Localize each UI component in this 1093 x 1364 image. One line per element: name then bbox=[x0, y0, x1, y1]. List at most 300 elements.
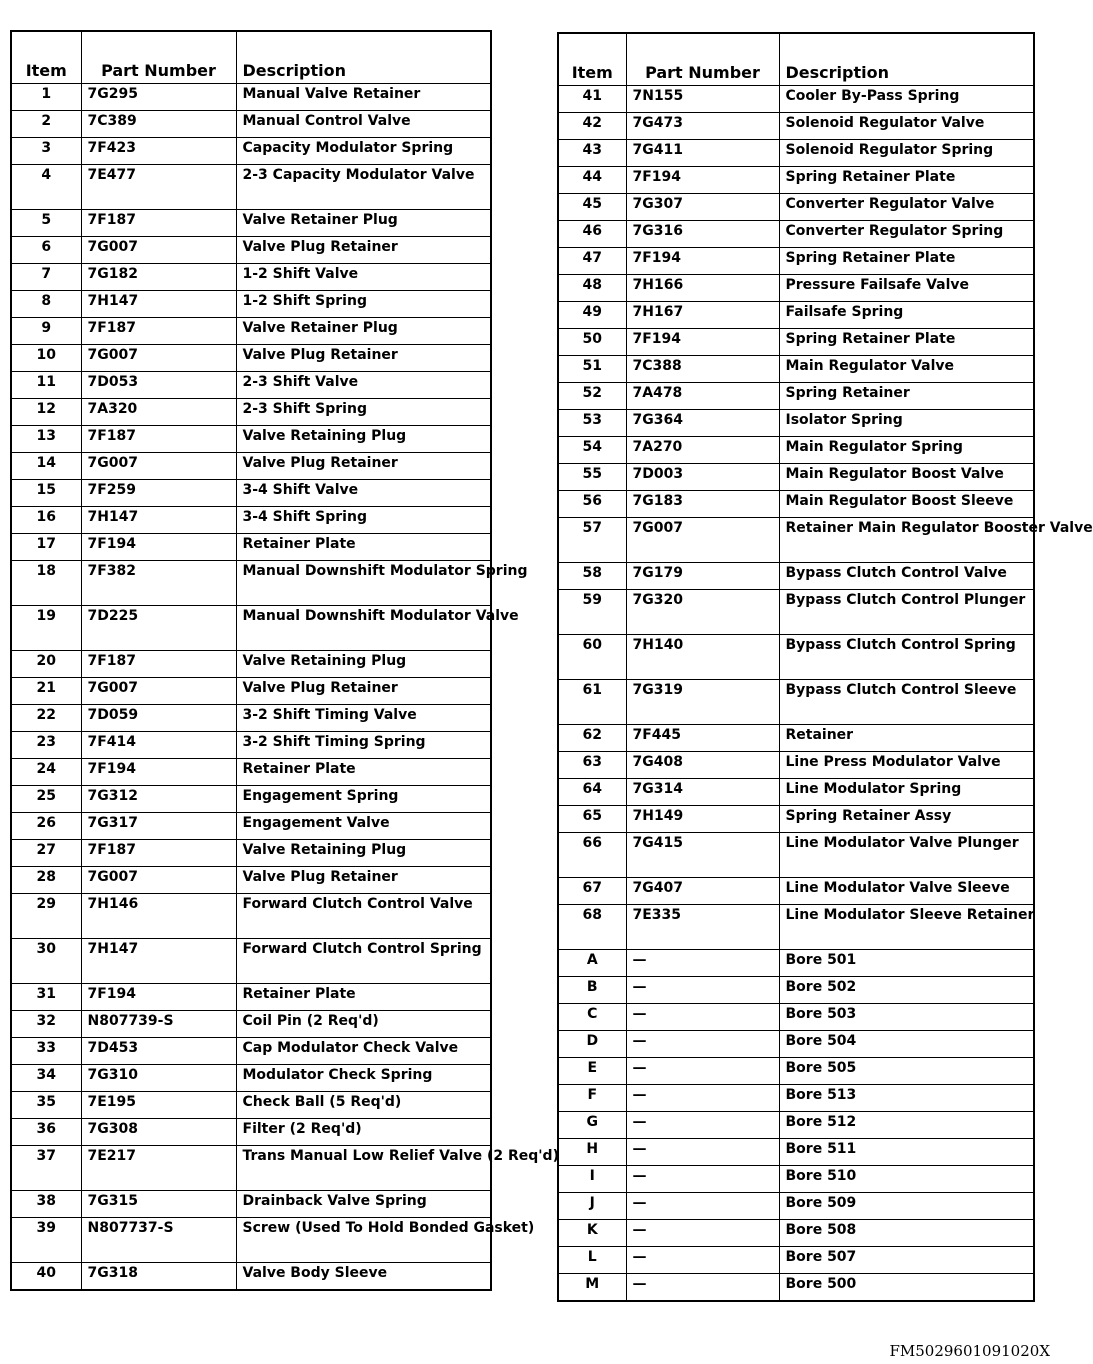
table-row bbox=[558, 86, 1034, 113]
part-number-cell: 7F187 bbox=[81, 651, 236, 678]
description-cell: Coil Pin (2 Req'd) bbox=[236, 1011, 491, 1038]
table-row bbox=[558, 1247, 1034, 1274]
part-number-cell: 7C389 bbox=[81, 111, 236, 138]
item-number-cell: 4 bbox=[11, 165, 81, 210]
description-cell: Trans Manual Low Relief Valve (2 Req'd) bbox=[236, 1146, 491, 1191]
item-number-cell: E bbox=[558, 1058, 626, 1085]
table-row bbox=[11, 1263, 491, 1291]
part-number-cell: 7F187 bbox=[81, 318, 236, 345]
description-cell: Bypass Clutch Control Spring bbox=[779, 635, 1034, 680]
table-row bbox=[558, 878, 1034, 905]
table-row bbox=[11, 786, 491, 813]
item-number-cell: 47 bbox=[558, 248, 626, 275]
part-number-cell: 7G007 bbox=[81, 678, 236, 705]
table-row bbox=[558, 779, 1034, 806]
item-number-cell: 49 bbox=[558, 302, 626, 329]
table-row bbox=[11, 678, 491, 705]
table-row bbox=[558, 221, 1034, 248]
item-number-cell: 29 bbox=[11, 894, 81, 939]
description-cell: Screw (Used To Hold Bonded Gasket) bbox=[236, 1218, 491, 1263]
item-number-cell: 13 bbox=[11, 426, 81, 453]
description-cell: 1-2 Shift Valve bbox=[236, 264, 491, 291]
description-cell: Modulator Check Spring bbox=[236, 1065, 491, 1092]
part-number-cell: — bbox=[626, 1247, 779, 1274]
part-number-cell: 7D453 bbox=[81, 1038, 236, 1065]
description-cell: Retainer Plate bbox=[236, 534, 491, 561]
table-row bbox=[558, 1139, 1034, 1166]
table-row bbox=[11, 507, 491, 534]
part-number-cell: 7F259 bbox=[81, 480, 236, 507]
item-number-cell: 25 bbox=[11, 786, 81, 813]
description-cell: Valve Plug Retainer bbox=[236, 345, 491, 372]
item-number-cell: 68 bbox=[558, 905, 626, 950]
description-cell: Bypass Clutch Control Sleeve bbox=[779, 680, 1034, 725]
description-cell: Valve Plug Retainer bbox=[236, 678, 491, 705]
table-row bbox=[558, 464, 1034, 491]
table-row bbox=[11, 291, 491, 318]
part-number-cell: 7G314 bbox=[626, 779, 779, 806]
header-description: Description bbox=[779, 33, 1034, 86]
part-number-cell: 7G316 bbox=[626, 221, 779, 248]
table-row bbox=[11, 759, 491, 786]
table-row bbox=[11, 453, 491, 480]
description-cell: Valve Plug Retainer bbox=[236, 453, 491, 480]
item-number-cell: B bbox=[558, 977, 626, 1004]
item-number-cell: 41 bbox=[558, 86, 626, 113]
table-row bbox=[11, 651, 491, 678]
table-row bbox=[558, 437, 1034, 464]
item-number-cell: 1 bbox=[11, 84, 81, 111]
description-cell: Main Regulator Valve bbox=[779, 356, 1034, 383]
item-number-cell: K bbox=[558, 1220, 626, 1247]
description-cell: 2-3 Shift Valve bbox=[236, 372, 491, 399]
description-cell: Main Regulator Spring bbox=[779, 437, 1034, 464]
item-number-cell: 6 bbox=[11, 237, 81, 264]
table-row bbox=[558, 194, 1034, 221]
item-number-cell: 24 bbox=[11, 759, 81, 786]
description-cell: Retainer Plate bbox=[236, 984, 491, 1011]
description-cell: Bore 508 bbox=[779, 1220, 1034, 1247]
part-number-cell: 7F382 bbox=[81, 561, 236, 606]
part-number-cell: 7D225 bbox=[81, 606, 236, 651]
item-number-cell: 56 bbox=[558, 491, 626, 518]
table-row bbox=[11, 1038, 491, 1065]
description-cell: Valve Retaining Plug bbox=[236, 840, 491, 867]
table-row bbox=[11, 561, 491, 606]
part-number-cell: 7H146 bbox=[81, 894, 236, 939]
part-number-cell: 7G295 bbox=[81, 84, 236, 111]
description-cell: Bore 502 bbox=[779, 977, 1034, 1004]
part-number-cell: 7F194 bbox=[81, 759, 236, 786]
description-cell: Line Press Modulator Valve bbox=[779, 752, 1034, 779]
table-row bbox=[558, 1220, 1034, 1247]
description-cell: Engagement Valve bbox=[236, 813, 491, 840]
part-number-cell: 7F414 bbox=[81, 732, 236, 759]
part-number-cell: 7F194 bbox=[626, 248, 779, 275]
table-row bbox=[558, 950, 1034, 977]
item-number-cell: F bbox=[558, 1085, 626, 1112]
item-number-cell: 14 bbox=[11, 453, 81, 480]
part-number-cell: 7F187 bbox=[81, 426, 236, 453]
item-number-cell: 57 bbox=[558, 518, 626, 563]
part-number-cell: 7G408 bbox=[626, 752, 779, 779]
part-number-cell: 7F194 bbox=[626, 167, 779, 194]
item-number-cell: 55 bbox=[558, 464, 626, 491]
part-number-cell: — bbox=[626, 1193, 779, 1220]
table-row bbox=[558, 680, 1034, 725]
description-cell: Bore 503 bbox=[779, 1004, 1034, 1031]
item-number-cell: 19 bbox=[11, 606, 81, 651]
table-row bbox=[558, 1112, 1034, 1139]
item-number-cell: 18 bbox=[11, 561, 81, 606]
description-cell: Converter Regulator Valve bbox=[779, 194, 1034, 221]
part-number-cell: 7G415 bbox=[626, 833, 779, 878]
item-number-cell: 2 bbox=[11, 111, 81, 138]
item-number-cell: 62 bbox=[558, 725, 626, 752]
description-cell: Forward Clutch Control Spring bbox=[236, 939, 491, 984]
header-item: Item bbox=[11, 31, 81, 84]
figure-code: FM5029601091020X bbox=[889, 1342, 1050, 1360]
description-cell: Filter (2 Req'd) bbox=[236, 1119, 491, 1146]
table-row bbox=[11, 984, 491, 1011]
table-row bbox=[558, 752, 1034, 779]
description-cell: Line Modulator Valve Sleeve bbox=[779, 878, 1034, 905]
part-number-cell: 7H147 bbox=[81, 939, 236, 984]
table-row bbox=[11, 345, 491, 372]
description-cell: Bore 501 bbox=[779, 950, 1034, 977]
table-row bbox=[558, 167, 1034, 194]
header-part-number: Part Number bbox=[81, 31, 236, 84]
item-number-cell: 17 bbox=[11, 534, 81, 561]
description-cell: Engagement Spring bbox=[236, 786, 491, 813]
description-cell: Bore 513 bbox=[779, 1085, 1034, 1112]
table-row bbox=[11, 138, 491, 165]
part-number-cell: — bbox=[626, 1004, 779, 1031]
table-row bbox=[11, 264, 491, 291]
table-row bbox=[11, 210, 491, 237]
description-cell: Main Regulator Boost Valve bbox=[779, 464, 1034, 491]
description-cell: 3-2 Shift Timing Valve bbox=[236, 705, 491, 732]
table-row bbox=[558, 1004, 1034, 1031]
item-number-cell: 28 bbox=[11, 867, 81, 894]
item-number-cell: 65 bbox=[558, 806, 626, 833]
table-row bbox=[558, 1031, 1034, 1058]
table-row bbox=[558, 635, 1034, 680]
description-cell: Bypass Clutch Control Plunger bbox=[779, 590, 1034, 635]
table-row bbox=[558, 1085, 1034, 1112]
table-row bbox=[11, 840, 491, 867]
part-number-cell: 7E217 bbox=[81, 1146, 236, 1191]
item-number-cell: A bbox=[558, 950, 626, 977]
part-number-cell: 7G407 bbox=[626, 878, 779, 905]
description-cell: Cap Modulator Check Valve bbox=[236, 1038, 491, 1065]
table-row bbox=[11, 606, 491, 651]
item-number-cell: 10 bbox=[11, 345, 81, 372]
table-row bbox=[558, 833, 1034, 878]
item-number-cell: 64 bbox=[558, 779, 626, 806]
description-cell: Bore 507 bbox=[779, 1247, 1034, 1274]
description-cell: Pressure Failsafe Valve bbox=[779, 275, 1034, 302]
table-row bbox=[558, 1274, 1034, 1302]
part-number-cell: 7G007 bbox=[81, 453, 236, 480]
description-cell: Spring Retainer Plate bbox=[779, 167, 1034, 194]
description-cell: Spring Retainer bbox=[779, 383, 1034, 410]
description-cell: Retainer bbox=[779, 725, 1034, 752]
part-number-cell: 7G007 bbox=[81, 237, 236, 264]
item-number-cell: 33 bbox=[11, 1038, 81, 1065]
description-cell: Solenoid Regulator Valve bbox=[779, 113, 1034, 140]
description-cell: Spring Retainer Plate bbox=[779, 329, 1034, 356]
part-number-cell: — bbox=[626, 1085, 779, 1112]
item-number-cell: 51 bbox=[558, 356, 626, 383]
item-number-cell: 36 bbox=[11, 1119, 81, 1146]
table-row bbox=[558, 518, 1034, 563]
item-number-cell: 60 bbox=[558, 635, 626, 680]
description-cell: Capacity Modulator Spring bbox=[236, 138, 491, 165]
part-number-cell: 7A478 bbox=[626, 383, 779, 410]
part-number-cell: 7D053 bbox=[81, 372, 236, 399]
item-number-cell: 42 bbox=[558, 113, 626, 140]
table-row bbox=[558, 1058, 1034, 1085]
part-number-cell: 7G007 bbox=[81, 867, 236, 894]
table-row bbox=[558, 725, 1034, 752]
part-number-cell: 7F187 bbox=[81, 840, 236, 867]
description-cell: Valve Retainer Plug bbox=[236, 318, 491, 345]
description-cell: Bore 504 bbox=[779, 1031, 1034, 1058]
part-number-cell: 7G315 bbox=[81, 1191, 236, 1218]
part-number-cell: 7D059 bbox=[81, 705, 236, 732]
part-number-cell: — bbox=[626, 1031, 779, 1058]
item-number-cell: C bbox=[558, 1004, 626, 1031]
table-row bbox=[11, 732, 491, 759]
description-cell: Valve Body Sleeve bbox=[236, 1263, 491, 1291]
table-row bbox=[558, 356, 1034, 383]
description-cell: Bore 505 bbox=[779, 1058, 1034, 1085]
part-number-cell: 7G411 bbox=[626, 140, 779, 167]
part-number-cell: — bbox=[626, 1058, 779, 1085]
part-number-cell: 7G320 bbox=[626, 590, 779, 635]
description-cell: Solenoid Regulator Spring bbox=[779, 140, 1034, 167]
table-row bbox=[558, 491, 1034, 518]
parts-table-left-body bbox=[11, 84, 559, 1291]
table-row bbox=[11, 1218, 491, 1263]
part-number-cell: 7G317 bbox=[81, 813, 236, 840]
description-cell: Failsafe Spring bbox=[779, 302, 1034, 329]
part-number-cell: 7G007 bbox=[81, 345, 236, 372]
item-number-cell: 37 bbox=[11, 1146, 81, 1191]
item-number-cell: L bbox=[558, 1247, 626, 1274]
part-number-cell: 7G308 bbox=[81, 1119, 236, 1146]
part-number-cell: 7F187 bbox=[81, 210, 236, 237]
item-number-cell: 22 bbox=[11, 705, 81, 732]
part-number-cell: 7H147 bbox=[81, 507, 236, 534]
part-number-cell: 7F445 bbox=[626, 725, 779, 752]
item-number-cell: 31 bbox=[11, 984, 81, 1011]
description-cell: 1-2 Shift Spring bbox=[236, 291, 491, 318]
part-number-cell: 7D003 bbox=[626, 464, 779, 491]
item-number-cell: 35 bbox=[11, 1092, 81, 1119]
table-row bbox=[558, 248, 1034, 275]
table-row bbox=[558, 275, 1034, 302]
description-cell: Retainer Main Regulator Booster Valve bbox=[779, 518, 1034, 563]
item-number-cell: 58 bbox=[558, 563, 626, 590]
table-row bbox=[558, 1193, 1034, 1220]
description-cell: Bore 510 bbox=[779, 1166, 1034, 1193]
description-cell: Spring Retainer Assy bbox=[779, 806, 1034, 833]
part-number-cell: 7H166 bbox=[626, 275, 779, 302]
table-row bbox=[558, 590, 1034, 635]
table-header-row bbox=[11, 31, 491, 84]
table-row bbox=[11, 813, 491, 840]
description-cell: 3-2 Shift Timing Spring bbox=[236, 732, 491, 759]
item-number-cell: 3 bbox=[11, 138, 81, 165]
item-number-cell: J bbox=[558, 1193, 626, 1220]
item-number-cell: 61 bbox=[558, 680, 626, 725]
table-row bbox=[11, 867, 491, 894]
item-number-cell: 32 bbox=[11, 1011, 81, 1038]
part-number-cell: 7F194 bbox=[626, 329, 779, 356]
item-number-cell: I bbox=[558, 1166, 626, 1193]
item-number-cell: G bbox=[558, 1112, 626, 1139]
table-row bbox=[11, 1146, 491, 1191]
part-number-cell: — bbox=[626, 977, 779, 1004]
table-row bbox=[11, 1119, 491, 1146]
description-cell: Manual Control Valve bbox=[236, 111, 491, 138]
item-number-cell: 43 bbox=[558, 140, 626, 167]
part-number-cell: 7G364 bbox=[626, 410, 779, 437]
part-number-cell: N807737-S bbox=[81, 1218, 236, 1263]
table-row bbox=[11, 705, 491, 732]
item-number-cell: 48 bbox=[558, 275, 626, 302]
item-number-cell: 50 bbox=[558, 329, 626, 356]
part-number-cell: — bbox=[626, 1112, 779, 1139]
description-cell: Manual Downshift Modulator Valve bbox=[236, 606, 491, 651]
part-number-cell: 7G319 bbox=[626, 680, 779, 725]
description-cell: Manual Valve Retainer bbox=[236, 84, 491, 111]
description-cell: 2-3 Shift Spring bbox=[236, 399, 491, 426]
description-cell: Converter Regulator Spring bbox=[779, 221, 1034, 248]
item-number-cell: 40 bbox=[11, 1263, 81, 1291]
item-number-cell: 15 bbox=[11, 480, 81, 507]
description-cell: Main Regulator Boost Sleeve bbox=[779, 491, 1034, 518]
item-number-cell: 52 bbox=[558, 383, 626, 410]
item-number-cell: 8 bbox=[11, 291, 81, 318]
description-cell: Valve Plug Retainer bbox=[236, 237, 491, 264]
part-number-cell: 7G182 bbox=[81, 264, 236, 291]
parts-table-right-body bbox=[558, 86, 1093, 1302]
description-cell: Bore 511 bbox=[779, 1139, 1034, 1166]
part-number-cell: 7G007 bbox=[626, 518, 779, 563]
part-number-cell: — bbox=[626, 950, 779, 977]
table-row bbox=[11, 1092, 491, 1119]
item-number-cell: 9 bbox=[11, 318, 81, 345]
part-number-cell: — bbox=[626, 1166, 779, 1193]
table-row bbox=[558, 140, 1034, 167]
description-cell: Line Modulator Valve Plunger bbox=[779, 833, 1034, 878]
description-cell: Check Ball (5 Req'd) bbox=[236, 1092, 491, 1119]
table-row bbox=[11, 111, 491, 138]
table-row bbox=[11, 1011, 491, 1038]
description-cell: 2-3 Capacity Modulator Valve bbox=[236, 165, 491, 210]
item-number-cell: 63 bbox=[558, 752, 626, 779]
table-row bbox=[11, 1191, 491, 1218]
part-number-cell: 7E477 bbox=[81, 165, 236, 210]
table-header-row bbox=[558, 33, 1034, 86]
part-number-cell: 7H149 bbox=[626, 806, 779, 833]
table-row bbox=[11, 480, 491, 507]
description-cell: Line Modulator Spring bbox=[779, 779, 1034, 806]
item-number-cell: 26 bbox=[11, 813, 81, 840]
item-number-cell: 21 bbox=[11, 678, 81, 705]
parts-table-right bbox=[557, 32, 1093, 1302]
item-number-cell: 23 bbox=[11, 732, 81, 759]
item-number-cell: 46 bbox=[558, 221, 626, 248]
part-number-cell: 7F194 bbox=[81, 984, 236, 1011]
description-cell: Drainback Valve Spring bbox=[236, 1191, 491, 1218]
description-cell: Valve Retaining Plug bbox=[236, 651, 491, 678]
item-number-cell: 5 bbox=[11, 210, 81, 237]
header-description: Description bbox=[236, 31, 491, 84]
description-cell: Bore 512 bbox=[779, 1112, 1034, 1139]
table-row bbox=[558, 383, 1034, 410]
part-number-cell: N807739-S bbox=[81, 1011, 236, 1038]
item-number-cell: 39 bbox=[11, 1218, 81, 1263]
item-number-cell: 54 bbox=[558, 437, 626, 464]
part-number-cell: 7A320 bbox=[81, 399, 236, 426]
part-number-cell: 7G318 bbox=[81, 1263, 236, 1291]
table-row bbox=[11, 399, 491, 426]
item-number-cell: 7 bbox=[11, 264, 81, 291]
parts-table-left bbox=[10, 30, 559, 1291]
description-cell: Bore 509 bbox=[779, 1193, 1034, 1220]
description-cell: Spring Retainer Plate bbox=[779, 248, 1034, 275]
table-row bbox=[558, 563, 1034, 590]
description-cell: Valve Retainer Plug bbox=[236, 210, 491, 237]
table-row bbox=[11, 84, 491, 111]
table-row bbox=[11, 372, 491, 399]
table-row bbox=[558, 905, 1034, 950]
table-row bbox=[558, 329, 1034, 356]
part-number-cell: 7G183 bbox=[626, 491, 779, 518]
part-number-cell: 7G307 bbox=[626, 194, 779, 221]
item-number-cell: H bbox=[558, 1139, 626, 1166]
part-number-cell: 7G179 bbox=[626, 563, 779, 590]
item-number-cell: 16 bbox=[11, 507, 81, 534]
part-number-cell: 7G310 bbox=[81, 1065, 236, 1092]
description-cell: Valve Plug Retainer bbox=[236, 867, 491, 894]
part-number-cell: 7G473 bbox=[626, 113, 779, 140]
item-number-cell: 20 bbox=[11, 651, 81, 678]
part-number-cell: 7G312 bbox=[81, 786, 236, 813]
description-cell: Isolator Spring bbox=[779, 410, 1034, 437]
part-number-cell: 7N155 bbox=[626, 86, 779, 113]
item-number-cell: 27 bbox=[11, 840, 81, 867]
item-number-cell: 59 bbox=[558, 590, 626, 635]
part-number-cell: 7H147 bbox=[81, 291, 236, 318]
table-row bbox=[558, 1166, 1034, 1193]
part-number-cell: 7A270 bbox=[626, 437, 779, 464]
description-cell: Bypass Clutch Control Valve bbox=[779, 563, 1034, 590]
item-number-cell: 30 bbox=[11, 939, 81, 984]
description-cell: Valve Retaining Plug bbox=[236, 426, 491, 453]
table-row bbox=[558, 410, 1034, 437]
description-cell: Bore 500 bbox=[779, 1274, 1034, 1302]
header-item: Item bbox=[558, 33, 626, 86]
table-row bbox=[11, 1065, 491, 1092]
part-number-cell: 7E335 bbox=[626, 905, 779, 950]
table-row bbox=[558, 302, 1034, 329]
part-number-cell: 7F423 bbox=[81, 138, 236, 165]
